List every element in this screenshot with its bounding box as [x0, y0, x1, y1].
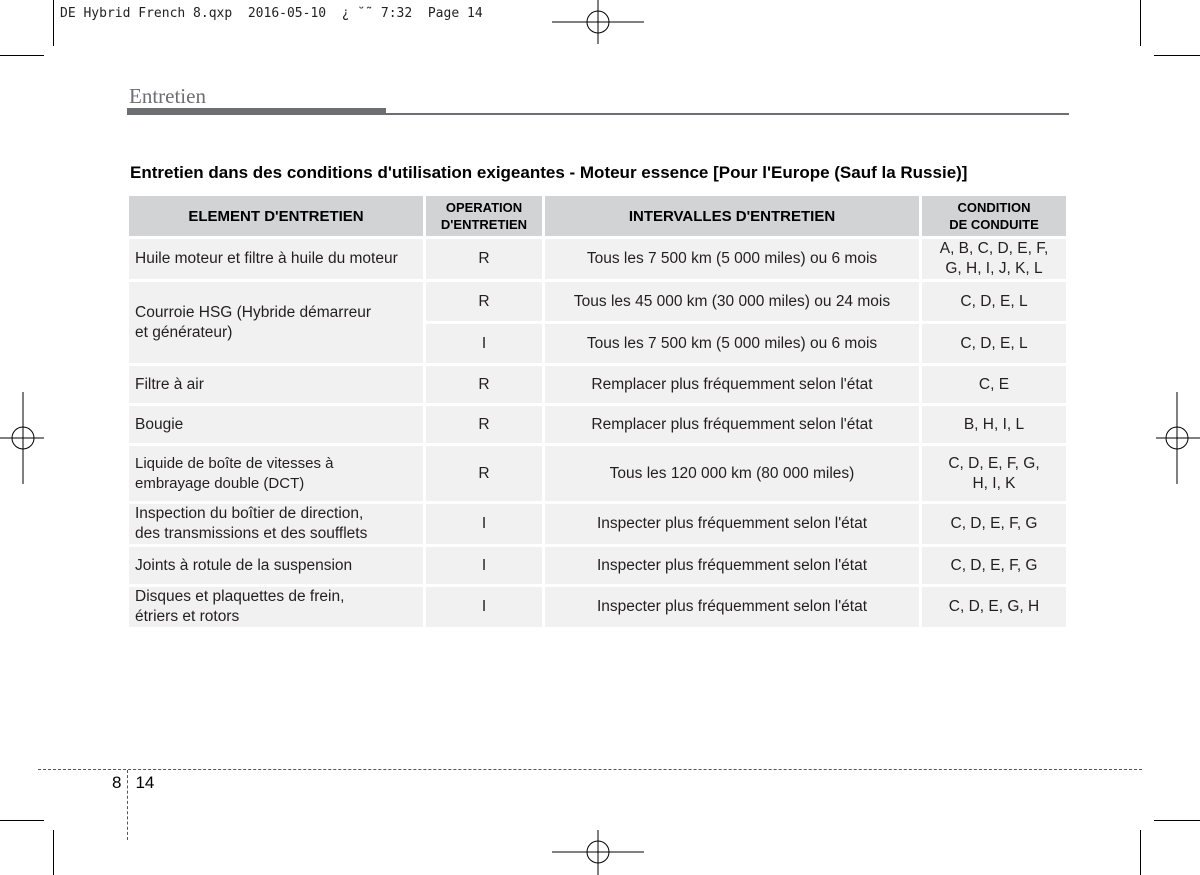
header-condition-line2: DE CONDUITE — [949, 217, 1039, 232]
crop-mark — [0, 55, 44, 56]
condition-line1: A, B, C, D, E, F, — [939, 240, 1049, 257]
element-line2: étriers et rotors — [135, 608, 240, 625]
cell-operation: R — [426, 446, 542, 501]
cell-interval: Tous les 7 500 km (5 000 miles) ou 6 mois — [545, 324, 919, 363]
element-line2: et générateur) — [135, 323, 233, 341]
element-line2: embrayage double (DCT) — [135, 474, 305, 492]
cell-element — [129, 282, 423, 363]
condition-line1: C, D, E, F, G, — [948, 454, 1040, 472]
cell-operation: I — [426, 547, 542, 584]
element-line1: Disques et plaquettes de frein, — [135, 588, 345, 605]
table-row — [129, 366, 1066, 403]
element-line2: des transmissions et des soufflets — [135, 525, 368, 542]
cell-interval: Tous les 45 000 km (30 000 miles) ou 24 mois — [545, 282, 919, 321]
crop-mark — [1154, 55, 1200, 56]
table-row — [129, 406, 1066, 443]
header-rule-thick — [127, 108, 386, 115]
table-row — [129, 282, 1066, 321]
cell-condition: C, D, E, L — [922, 324, 1066, 363]
cell-element: Huile moteur et filtre à huile du moteur — [129, 239, 423, 279]
crop-mark — [0, 820, 44, 821]
cell-element: Filtre à air — [129, 366, 423, 403]
cell-interval: Inspecter plus fréquemment selon l'état — [545, 504, 919, 544]
cell-condition — [922, 239, 1066, 279]
cell-element: Bougie — [129, 406, 423, 443]
element-line1: Courroie HSG (Hybride démarreur — [135, 303, 372, 321]
header-element: ELEMENT D'ENTRETIEN — [129, 196, 423, 236]
crop-mark — [1140, 0, 1141, 46]
header-condition — [922, 196, 1066, 236]
page-number-value: 14 — [135, 773, 155, 792]
crop-mark — [53, 0, 54, 46]
cell-operation: I — [426, 504, 542, 544]
table-row — [129, 504, 1066, 544]
cell-condition — [922, 446, 1066, 501]
crop-mark — [1154, 820, 1200, 821]
crop-mark — [53, 830, 54, 875]
table-header-row — [129, 196, 1066, 236]
cell-condition: C, E — [922, 366, 1066, 403]
cell-condition: B, H, I, L — [922, 406, 1066, 443]
print-slug: DE Hybrid French 8.qxp 2016-05-10 ¿ ˘˜ 7:32 Page 14 — [60, 6, 483, 21]
cell-interval: Tous les 120 000 km (80 000 miles) — [545, 446, 919, 501]
cell-condition: C, D, E, F, G — [922, 504, 1066, 544]
registration-mark-icon — [552, 0, 644, 46]
cell-element — [129, 504, 423, 544]
element-line1: Liquide de boîte de vitesses à — [135, 454, 334, 472]
table-row — [129, 239, 1066, 279]
cell-element: Joints à rotule de la suspension — [129, 547, 423, 584]
header-condition-line1: CONDITION — [957, 200, 1031, 215]
header-operation — [426, 196, 542, 236]
table-row — [129, 547, 1066, 584]
registration-mark-icon — [1154, 392, 1200, 484]
cell-operation: R — [426, 406, 542, 443]
cell-operation: R — [426, 282, 542, 321]
cell-operation: I — [426, 324, 542, 363]
section-title: Entretien — [129, 84, 206, 108]
cell-interval: Tous les 7 500 km (5 000 miles) ou 6 mois — [545, 239, 919, 279]
table-row — [129, 587, 1066, 627]
cell-condition: C, D, E, F, G — [922, 547, 1066, 584]
table-row — [129, 446, 1066, 501]
cell-interval: Remplacer plus fréquemment selon l'état — [545, 366, 919, 403]
crop-mark — [1140, 830, 1141, 875]
element-line1: Inspection du boîtier de direction, — [135, 505, 364, 522]
header-operation-line1: OPERATION — [445, 200, 523, 215]
header-intervals: INTERVALLES D'ENTRETIEN — [545, 196, 919, 236]
cell-operation: R — [426, 366, 542, 403]
cell-interval: Inspecter plus fréquemment selon l'état — [545, 547, 919, 584]
cell-condition: C, D, E, L — [922, 282, 1066, 321]
table-title: Entretien dans des conditions d'utilisation exigeantes - Moteur essence [Pour l'Europe (Sauf la Russie)] — [130, 163, 968, 182]
header-operation-line2: D'ENTRETIEN — [440, 217, 528, 232]
chapter-number: 8 — [112, 773, 122, 792]
cell-interval: Remplacer plus fréquemment selon l'état — [545, 406, 919, 443]
cell-interval: Inspecter plus fréquemment selon l'état — [545, 587, 919, 627]
registration-mark-icon — [0, 392, 46, 484]
registration-mark-icon — [552, 830, 644, 875]
condition-line2: H, I, K — [972, 474, 1016, 492]
cell-element — [129, 446, 423, 501]
cell-operation: I — [426, 587, 542, 627]
header-rule-thin — [386, 113, 1069, 115]
page-number — [112, 773, 154, 793]
cell-operation: R — [426, 239, 542, 279]
footer-dashed-rule — [38, 769, 1142, 770]
maintenance-table — [126, 193, 1069, 630]
cell-condition: C, D, E, G, H — [922, 587, 1066, 627]
condition-line2: G, H, I, J, K, L — [945, 260, 1043, 277]
cell-element — [129, 587, 423, 627]
